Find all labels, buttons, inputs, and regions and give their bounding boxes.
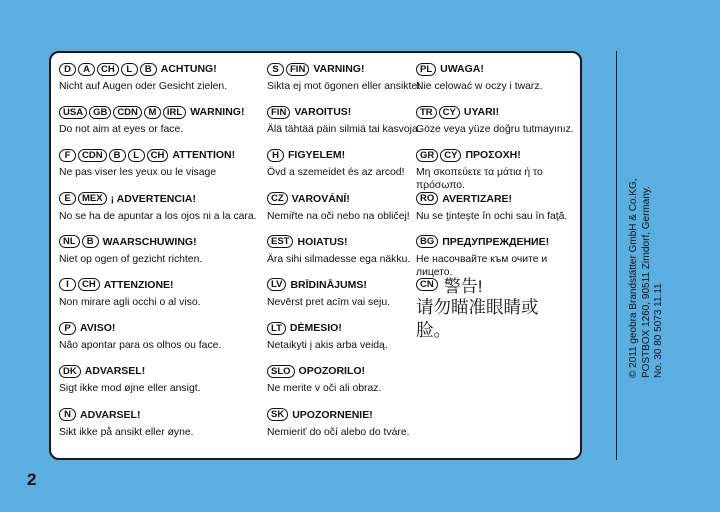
warning-text: Nemieriť do očí alebo do tváre. bbox=[267, 426, 410, 438]
copyright-line-1: © 2011 geobra Brandstätter GmbH & Co.KG, bbox=[628, 178, 639, 378]
warning-label: ATTENZIONE! bbox=[103, 278, 174, 291]
warning-text: Övd a szemeidet és az arcod! bbox=[267, 167, 405, 179]
warning-label: VAROITUS! bbox=[294, 106, 352, 119]
country-code-badge: FIN bbox=[267, 106, 290, 119]
warning-text: Não apontar para os olhos ou face. bbox=[59, 340, 222, 352]
country-code-badge: CH bbox=[147, 149, 169, 162]
warning-text: Ne pas viser les yeux ou le visage bbox=[59, 167, 217, 179]
warning-label: ΠΡΟΣΟΧΗ! bbox=[465, 149, 521, 162]
country-code-badge: E bbox=[59, 192, 76, 205]
warning-header bbox=[416, 61, 581, 77]
warning-entry bbox=[59, 407, 264, 450]
country-code-badge: DK bbox=[59, 365, 81, 378]
warnings-column-3 bbox=[416, 61, 581, 340]
country-code-badge: L bbox=[128, 149, 145, 162]
warning-header bbox=[59, 147, 264, 163]
warning-header bbox=[59, 407, 264, 423]
warning-text: Ne merite v oči ali obraz. bbox=[267, 383, 382, 395]
warning-header bbox=[267, 407, 417, 423]
warning-label: WAARSCHUWING! bbox=[102, 235, 197, 248]
country-code-badge: CN bbox=[416, 278, 438, 291]
warning-header bbox=[416, 191, 581, 207]
warning-text: Netaikyti į akis arba veidą. bbox=[267, 340, 388, 352]
country-code-badge: SLO bbox=[267, 365, 295, 378]
country-code-badge: CY bbox=[439, 106, 460, 119]
country-code-badge: S bbox=[267, 63, 284, 76]
warning-header bbox=[59, 277, 264, 293]
warning-label: ADVARSEL! bbox=[84, 365, 146, 378]
warning-text: Nevērst pret acīm vai seju. bbox=[267, 296, 390, 308]
warning-label: AVERTIZARE! bbox=[442, 192, 513, 205]
country-code-badge: GR bbox=[416, 149, 438, 162]
country-code-badge: CH bbox=[97, 63, 119, 76]
warning-text: Nicht auf Augen oder Gesicht zielen. bbox=[59, 81, 228, 92]
warning-label: ¡ ADVERTENCIA! bbox=[110, 192, 196, 205]
country-code-badge: FIN bbox=[286, 63, 309, 76]
country-code-badge: A bbox=[78, 63, 95, 76]
country-code-badge: BG bbox=[416, 235, 438, 248]
warning-text: Do not aim at eyes or face. bbox=[59, 124, 184, 136]
warning-text: Sikt ikke på ansikt eller øyne. bbox=[59, 426, 194, 438]
country-code-badge: F bbox=[59, 149, 76, 162]
warning-entry bbox=[267, 407, 417, 450]
country-code-badge: N bbox=[59, 408, 76, 421]
warning-text: No se ha de apuntar a los ojos ni a la cara. bbox=[59, 210, 257, 222]
copyright-line-3: No. 30 80 5073 11.11 bbox=[653, 283, 664, 378]
warning-header bbox=[267, 191, 417, 207]
warning-label: ACHTUNG! bbox=[160, 63, 217, 75]
country-code-badge: M bbox=[144, 106, 161, 119]
warning-header bbox=[267, 147, 417, 163]
warning-entry bbox=[59, 277, 264, 320]
country-code-badge: B bbox=[140, 63, 157, 76]
warning-header bbox=[59, 104, 264, 120]
warning-label: UYARI! bbox=[463, 106, 500, 119]
country-code-badge: B bbox=[82, 235, 99, 248]
warnings-column-1 bbox=[59, 61, 264, 450]
country-code-badge: CDN bbox=[113, 106, 142, 119]
warning-text: Sigt ikke mod øjne eller ansigt. bbox=[59, 383, 201, 395]
warning-label: ADVARSEL! bbox=[80, 408, 141, 421]
warning-text: Non mirare agli occhi o al viso. bbox=[59, 296, 201, 308]
warning-entry bbox=[59, 61, 264, 104]
warnings-card bbox=[49, 51, 582, 460]
warning-text: Ära sihi silmadesse ega näkku. bbox=[267, 253, 411, 265]
warning-header bbox=[267, 277, 417, 293]
warning-label: UWAGA! bbox=[440, 63, 484, 75]
warning-label: DĖMESIO! bbox=[289, 322, 342, 335]
country-code-badge: USA bbox=[59, 106, 87, 119]
warning-text: Не насочвайте към очите и лицето. bbox=[416, 253, 548, 278]
warning-label: VARNING! bbox=[313, 63, 365, 75]
warning-entry bbox=[267, 191, 417, 234]
copyright-notice bbox=[628, 178, 666, 378]
warning-label: AVISO! bbox=[80, 322, 116, 335]
divider-line bbox=[616, 51, 617, 460]
warning-entry bbox=[59, 104, 264, 147]
warning-entry bbox=[416, 277, 581, 340]
country-code-badge: RO bbox=[416, 192, 438, 205]
country-code-badge: IRL bbox=[163, 106, 186, 119]
warning-header bbox=[59, 363, 264, 379]
warning-label: VAROVÁNÍ! bbox=[291, 192, 350, 205]
warning-header bbox=[267, 234, 417, 250]
warning-entry bbox=[59, 320, 264, 363]
warning-text: 请勿瞄准眼睛或脸。 bbox=[416, 296, 539, 340]
warning-label: UPOZORNENIE! bbox=[292, 408, 373, 421]
warning-entry bbox=[416, 104, 581, 147]
country-code-badge: H bbox=[267, 149, 284, 162]
warning-entry bbox=[267, 104, 421, 147]
warning-entry bbox=[267, 363, 417, 406]
country-code-badge: NL bbox=[59, 235, 80, 248]
country-code-badge: LT bbox=[267, 322, 286, 335]
warning-label: ПРЕДУПРЕЖДЕНИЕ! bbox=[442, 235, 550, 248]
warning-entry bbox=[267, 277, 417, 320]
country-code-badge: LV bbox=[267, 278, 286, 291]
warning-text: Göze veya yüze doğru tutmayınız. bbox=[416, 124, 574, 136]
country-code-badge: I bbox=[59, 278, 76, 291]
country-code-badge: SK bbox=[267, 408, 288, 421]
country-code-badge: CDN bbox=[78, 149, 107, 162]
warning-text: Älä tähtää päin silmiä tai kasvoja. bbox=[267, 124, 421, 136]
warning-text: Niet op ogen of gezicht richten. bbox=[59, 253, 203, 265]
warning-label: FIGYELEM! bbox=[288, 149, 346, 162]
country-code-badge: TR bbox=[416, 106, 437, 119]
country-code-badge: PL bbox=[416, 63, 436, 76]
warning-entry bbox=[59, 191, 264, 234]
page-number: 2 bbox=[27, 470, 37, 489]
warnings-column-2 bbox=[267, 61, 423, 450]
warning-entry bbox=[416, 234, 581, 277]
warning-label: 警告! bbox=[443, 277, 483, 297]
copyright-line-2: POSTBOX 1260, 90511 Zirndorf, Germany. bbox=[640, 186, 652, 378]
warning-label: OPOZORILO! bbox=[298, 365, 366, 378]
warning-entry bbox=[267, 147, 417, 190]
warning-header bbox=[416, 147, 581, 163]
warning-entry bbox=[59, 363, 264, 406]
warning-text: Nemiřte na oči nebo na obličej! bbox=[267, 210, 410, 222]
warning-text: Nu se ţinteşte în ochi sau în faţă. bbox=[416, 210, 568, 222]
warning-entry bbox=[416, 147, 581, 190]
warning-label: ATTENTION! bbox=[172, 149, 236, 162]
warning-header bbox=[59, 234, 264, 250]
warning-header bbox=[416, 104, 581, 120]
country-code-badge: EST bbox=[267, 235, 293, 248]
warning-label: WARNING! bbox=[190, 106, 245, 119]
warning-header bbox=[59, 320, 264, 336]
country-code-badge: B bbox=[109, 149, 126, 162]
warning-text: Sikta ej mot ögonen eller ansiktet. bbox=[267, 81, 423, 92]
country-code-badge: L bbox=[121, 63, 138, 76]
country-code-badge: MEX bbox=[78, 192, 107, 205]
warning-entry bbox=[59, 234, 264, 277]
warning-entry bbox=[416, 191, 581, 234]
country-code-badge: CH bbox=[78, 278, 100, 291]
warning-header bbox=[59, 191, 264, 207]
warning-entry bbox=[59, 147, 264, 190]
country-code-badge: CY bbox=[440, 149, 461, 162]
warning-entry bbox=[267, 234, 417, 277]
warning-label: BRĪDINĀJUMS! bbox=[290, 278, 367, 291]
warning-label: HOIATUS! bbox=[297, 235, 348, 248]
country-code-badge: GB bbox=[89, 106, 111, 119]
country-code-badge: D bbox=[59, 63, 76, 76]
country-code-badge: CZ bbox=[267, 192, 288, 205]
warning-header bbox=[416, 234, 581, 250]
warning-entry bbox=[416, 61, 581, 104]
warning-header bbox=[267, 363, 417, 379]
warning-header bbox=[267, 104, 417, 120]
warning-header bbox=[267, 320, 417, 336]
warning-header bbox=[416, 277, 581, 297]
warning-text: Μη σκοπεύετε τα μάτια ή το πρόσωπο. bbox=[416, 167, 543, 192]
warning-header bbox=[267, 61, 417, 77]
warning-entry bbox=[267, 61, 423, 104]
country-code-badge: P bbox=[59, 322, 76, 335]
warning-entry bbox=[267, 320, 417, 363]
warning-header bbox=[59, 61, 264, 77]
warning-text: Nie celować w oczy i twarz. bbox=[416, 81, 543, 92]
